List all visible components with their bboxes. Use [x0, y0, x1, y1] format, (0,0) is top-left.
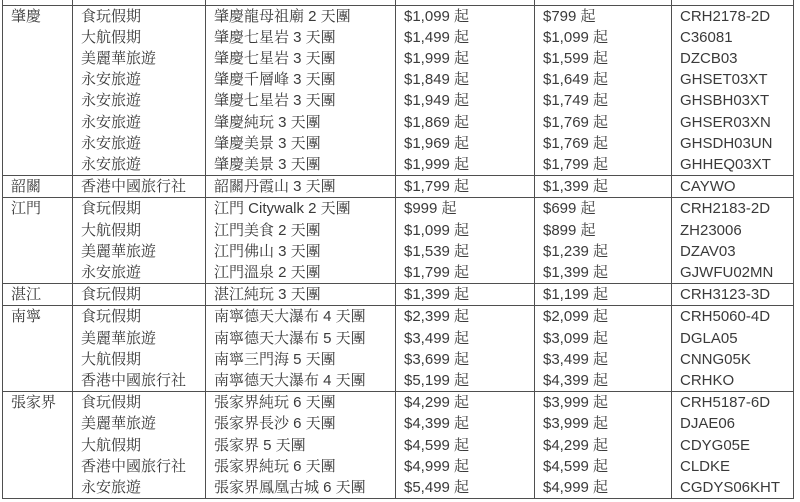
tour-name-cell: 張家界鳳凰古城 6 天團	[206, 477, 396, 499]
tour-code-cell: GHHEQ03XT	[672, 154, 794, 176]
agency-cell: 永安旅遊	[73, 69, 206, 90]
destination-cell: 湛江	[3, 284, 73, 306]
tour-name-cell: 江門佛山 3 天團	[206, 241, 396, 262]
tour-code-cell: CRH5187-6D	[672, 392, 794, 414]
price-promo-cell: $1,239 起	[535, 241, 672, 262]
agency-cell: 食玩假期	[73, 284, 206, 306]
price-from-cell: $1,869 起	[396, 112, 535, 133]
destination-cell: 江門	[3, 198, 73, 284]
tour-code-cell: GJWFU02MN	[672, 262, 794, 284]
tour-code-cell: DZCB03	[672, 48, 794, 69]
price-from-cell: $4,299 起	[396, 392, 535, 414]
agency-cell: 美麗華旅遊	[73, 328, 206, 349]
tour-price-table-wrapper	[2, 0, 794, 499]
destination-section	[3, 198, 794, 284]
tour-code-cell: GHSET03XT	[672, 69, 794, 90]
price-from-cell: $1,799 起	[396, 262, 535, 284]
tour-name-cell: 肇慶美景 3 天團	[206, 154, 396, 176]
price-promo-cell: $1,099 起	[535, 27, 672, 48]
table-row	[3, 392, 794, 414]
price-from-cell: $3,499 起	[396, 328, 535, 349]
price-promo-cell: $1,199 起	[535, 284, 672, 306]
agency-cell: 美麗華旅遊	[73, 413, 206, 434]
destination-section	[3, 306, 794, 392]
price-from-cell: $4,599 起	[396, 435, 535, 456]
destination-cell: 張家界	[3, 392, 73, 499]
tour-name-cell: 肇慶七星岩 3 天團	[206, 48, 396, 69]
tour-code-cell: CNNG05K	[672, 349, 794, 370]
price-from-cell: $1,949 起	[396, 90, 535, 111]
tour-name-cell: 張家界純玩 6 天團	[206, 392, 396, 414]
agency-cell: 永安旅遊	[73, 154, 206, 176]
price-promo-cell: $1,599 起	[535, 48, 672, 69]
table-row	[3, 349, 794, 370]
tour-code-cell: C36081	[672, 27, 794, 48]
tour-code-cell: CAYWO	[672, 176, 794, 198]
table-row	[3, 133, 794, 154]
tour-code-cell: ZH23006	[672, 220, 794, 241]
price-from-cell: $5,199 起	[396, 370, 535, 392]
tour-code-cell: CRH2183-2D	[672, 198, 794, 220]
table-row	[3, 370, 794, 392]
tour-name-cell: 肇慶純玩 3 天團	[206, 112, 396, 133]
tour-code-cell: DJAE06	[672, 413, 794, 434]
price-promo-cell: $1,799 起	[535, 154, 672, 176]
tour-name-cell: 肇慶七星岩 3 天團	[206, 90, 396, 111]
agency-cell: 大航假期	[73, 349, 206, 370]
price-promo-cell: $799 起	[535, 5, 672, 27]
price-from-cell: $1,399 起	[396, 284, 535, 306]
tour-code-cell: CRHKO	[672, 370, 794, 392]
price-promo-cell: $2,099 起	[535, 306, 672, 328]
tour-code-cell: GHSBH03XT	[672, 90, 794, 111]
agency-cell: 大航假期	[73, 435, 206, 456]
table-row	[3, 176, 794, 198]
tour-code-cell: GHSER03XN	[672, 112, 794, 133]
agency-cell: 食玩假期	[73, 5, 206, 27]
destination-section	[3, 5, 794, 176]
price-promo-cell: $1,649 起	[535, 69, 672, 90]
price-from-cell: $1,099 起	[396, 5, 535, 27]
price-from-cell: $1,099 起	[396, 220, 535, 241]
price-promo-cell: $4,299 起	[535, 435, 672, 456]
price-promo-cell: $1,399 起	[535, 176, 672, 198]
tour-name-cell: 江門溫泉 2 天團	[206, 262, 396, 284]
agency-cell: 香港中國旅行社	[73, 176, 206, 198]
price-from-cell: $3,699 起	[396, 349, 535, 370]
agency-cell: 大航假期	[73, 220, 206, 241]
price-from-cell: $1,499 起	[396, 27, 535, 48]
table-row	[3, 262, 794, 284]
table-row	[3, 456, 794, 477]
tour-code-cell: GHSDH03UN	[672, 133, 794, 154]
agency-cell: 美麗華旅遊	[73, 48, 206, 69]
tour-code-cell: CGDYS06KHT	[672, 477, 794, 499]
price-from-cell: $4,399 起	[396, 413, 535, 434]
agency-cell: 美麗華旅遊	[73, 241, 206, 262]
table-row	[3, 5, 794, 27]
price-promo-cell: $3,099 起	[535, 328, 672, 349]
agency-cell: 食玩假期	[73, 392, 206, 414]
price-promo-cell: $1,399 起	[535, 262, 672, 284]
table-row	[3, 306, 794, 328]
price-promo-cell: $1,749 起	[535, 90, 672, 111]
price-from-cell: $2,399 起	[396, 306, 535, 328]
table-row	[3, 284, 794, 306]
destination-section	[3, 176, 794, 198]
agency-cell: 大航假期	[73, 27, 206, 48]
tour-name-cell: 肇慶美景 3 天團	[206, 133, 396, 154]
price-from-cell: $1,969 起	[396, 133, 535, 154]
price-promo-cell: $4,599 起	[535, 456, 672, 477]
agency-cell: 食玩假期	[73, 306, 206, 328]
destination-cell: 南寧	[3, 306, 73, 392]
table-row	[3, 48, 794, 69]
price-from-cell: $1,849 起	[396, 69, 535, 90]
table-row	[3, 69, 794, 90]
agency-cell: 永安旅遊	[73, 90, 206, 111]
price-promo-cell: $3,999 起	[535, 392, 672, 414]
price-from-cell: $4,999 起	[396, 456, 535, 477]
agency-cell: 永安旅遊	[73, 112, 206, 133]
destination-cell: 肇慶	[3, 5, 73, 176]
price-promo-cell: $899 起	[535, 220, 672, 241]
tour-name-cell: 南寧德天大瀑布 4 天團	[206, 370, 396, 392]
agency-cell: 永安旅遊	[73, 262, 206, 284]
tour-code-cell: DZAV03	[672, 241, 794, 262]
tour-code-cell: CRH3123-3D	[672, 284, 794, 306]
tour-code-cell: CRH2178-2D	[672, 5, 794, 27]
destination-section	[3, 392, 794, 499]
price-promo-cell: $4,999 起	[535, 477, 672, 499]
table-row	[3, 198, 794, 220]
tour-name-cell: 肇慶千層峰 3 天團	[206, 69, 396, 90]
price-promo-cell: $4,399 起	[535, 370, 672, 392]
tour-name-cell: 南寧三門海 5 天團	[206, 349, 396, 370]
tour-code-cell: CRH5060-4D	[672, 306, 794, 328]
table-row	[3, 328, 794, 349]
tour-name-cell: 肇慶龍母祖廟 2 天團	[206, 5, 396, 27]
destination-cell: 韶關	[3, 176, 73, 198]
price-from-cell: $5,499 起	[396, 477, 535, 499]
table-row	[3, 220, 794, 241]
price-from-cell: $1,799 起	[396, 176, 535, 198]
tour-name-cell: 張家界 5 天團	[206, 435, 396, 456]
price-promo-cell: $699 起	[535, 198, 672, 220]
price-promo-cell: $3,999 起	[535, 413, 672, 434]
tour-name-cell: 湛江純玩 3 天團	[206, 284, 396, 306]
table-row	[3, 435, 794, 456]
tour-name-cell: 江門美食 2 天團	[206, 220, 396, 241]
price-from-cell: $1,539 起	[396, 241, 535, 262]
agency-cell: 永安旅遊	[73, 133, 206, 154]
agency-cell: 食玩假期	[73, 198, 206, 220]
tour-name-cell: 江門 Citywalk 2 天團	[206, 198, 396, 220]
tour-name-cell: 張家界純玩 6 天團	[206, 456, 396, 477]
table-row	[3, 477, 794, 499]
table-row	[3, 413, 794, 434]
agency-cell: 永安旅遊	[73, 477, 206, 499]
price-from-cell: $1,999 起	[396, 154, 535, 176]
tour-name-cell: 南寧德天大瀑布 5 天團	[206, 328, 396, 349]
tour-name-cell: 張家界長沙 6 天團	[206, 413, 396, 434]
tour-code-cell: CLDKE	[672, 456, 794, 477]
agency-cell: 香港中國旅行社	[73, 370, 206, 392]
price-promo-cell: $1,769 起	[535, 133, 672, 154]
tour-code-cell: CDYG05E	[672, 435, 794, 456]
table-row	[3, 112, 794, 133]
tour-name-cell: 南寧德天大瀑布 4 天團	[206, 306, 396, 328]
tour-name-cell: 肇慶七星岩 3 天團	[206, 27, 396, 48]
price-from-cell: $1,999 起	[396, 48, 535, 69]
tour-code-cell: DGLA05	[672, 328, 794, 349]
table-row	[3, 241, 794, 262]
tour-name-cell: 韶關丹霞山 3 天團	[206, 176, 396, 198]
price-promo-cell: $1,769 起	[535, 112, 672, 133]
destination-section	[3, 284, 794, 306]
price-promo-cell: $3,499 起	[535, 349, 672, 370]
agency-cell: 香港中國旅行社	[73, 456, 206, 477]
table-row	[3, 27, 794, 48]
tour-price-table	[2, 0, 794, 499]
table-row	[3, 154, 794, 176]
table-row	[3, 90, 794, 111]
price-from-cell: $999 起	[396, 198, 535, 220]
